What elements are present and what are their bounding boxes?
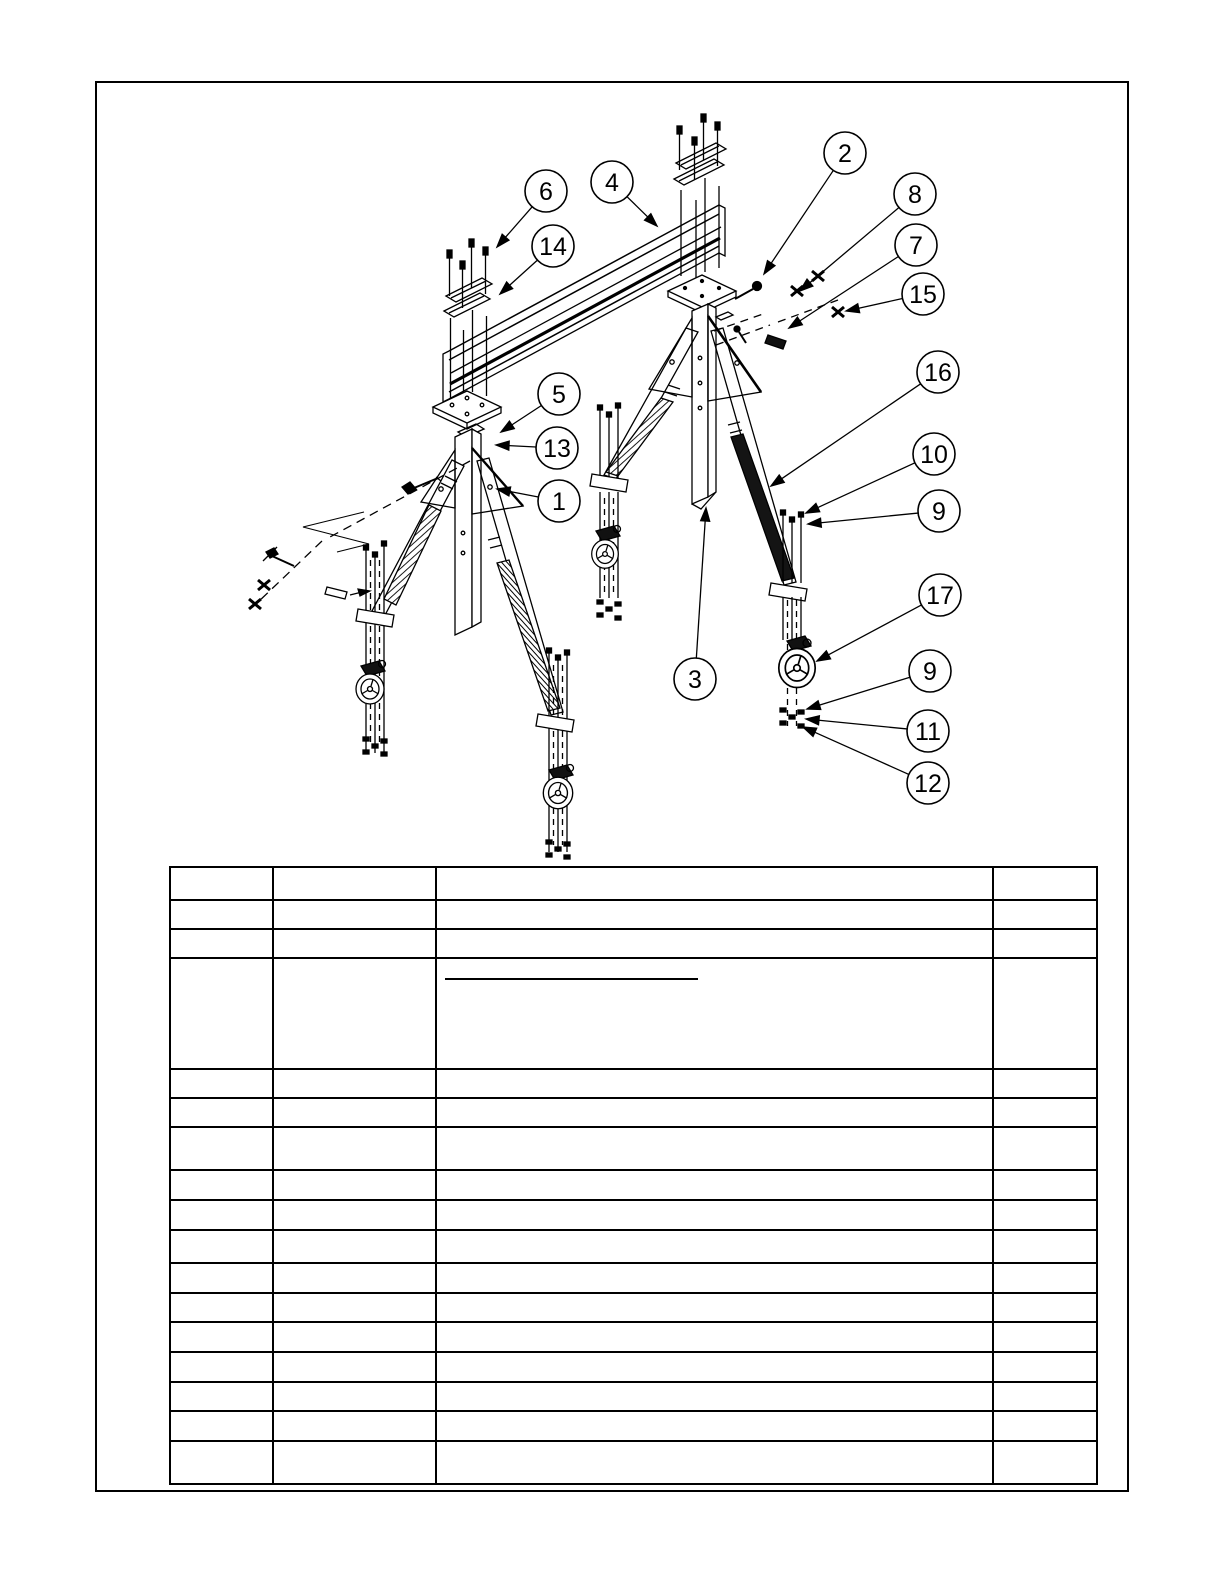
bom-cell <box>992 1231 1096 1262</box>
bom-cell <box>992 1128 1096 1169</box>
bom-cell <box>272 959 435 1068</box>
callout-balloons <box>496 132 961 804</box>
callout-balloon-13 <box>496 427 578 469</box>
leader-line <box>819 677 910 705</box>
bom-cell <box>435 1171 992 1199</box>
bom-cell <box>171 1171 272 1199</box>
bom-row <box>171 868 1096 899</box>
balloon-number: 4 <box>605 169 619 197</box>
center-front-leg <box>590 328 698 620</box>
bom-cell <box>992 1323 1096 1351</box>
callout-balloon-15 <box>846 273 944 315</box>
bom-cell <box>171 1231 272 1262</box>
bom-cell <box>171 868 272 899</box>
leader-arrowhead <box>806 716 819 725</box>
leader-line <box>509 446 536 447</box>
bom-cell <box>171 1412 272 1440</box>
bom-cell <box>272 1383 435 1410</box>
balloon-number: 11 <box>915 718 941 746</box>
bom-cell <box>435 1201 992 1229</box>
bom-row <box>171 1440 1096 1483</box>
leader-line <box>810 208 899 283</box>
left-front-leg <box>356 460 464 756</box>
bom-row <box>171 899 1096 928</box>
bom-row <box>171 1262 1096 1292</box>
bom-cell <box>171 1323 272 1351</box>
leader-arrowhead <box>808 518 821 527</box>
balloon-number: 6 <box>539 178 553 206</box>
callout-balloon-4 <box>591 161 657 226</box>
leader-arrowhead <box>501 421 514 432</box>
bom-cell <box>992 1070 1096 1097</box>
balloon-number: 1 <box>552 488 566 516</box>
balloon-number: 3 <box>688 666 702 694</box>
bom-cell <box>272 1231 435 1262</box>
gantry-crane-exploded-view <box>249 114 961 859</box>
leader-line <box>510 260 538 285</box>
bom-cell <box>272 1442 435 1483</box>
callout-balloon-17 <box>817 574 961 661</box>
bom-cell <box>992 959 1096 1068</box>
bom-cell <box>992 1264 1096 1292</box>
bom-cell <box>435 1231 992 1262</box>
leader-arrowhead <box>701 508 710 521</box>
bom-cell <box>435 930 992 957</box>
bom-cell <box>272 1099 435 1126</box>
bom-cell <box>171 1442 272 1483</box>
bom-cell <box>171 1353 272 1381</box>
leader-line <box>627 197 648 217</box>
bom-row <box>171 1126 1096 1169</box>
leader-line <box>821 513 918 523</box>
callout-balloon-1 <box>497 480 580 522</box>
bom-row <box>171 1229 1096 1262</box>
leader-arrowhead <box>764 261 775 274</box>
bom-cell <box>171 1070 272 1097</box>
bom-cell <box>992 868 1096 899</box>
bom-cell <box>992 1442 1096 1483</box>
leader-arrowhead <box>846 304 860 313</box>
leader-line <box>828 605 921 655</box>
bom-cell <box>272 930 435 957</box>
bom-cell <box>272 901 435 928</box>
bom-row <box>171 1410 1096 1440</box>
leader-line <box>696 521 705 658</box>
bom-row <box>171 1097 1096 1126</box>
balloon-number: 13 <box>543 435 571 463</box>
balloon-number: 9 <box>923 658 937 686</box>
leader-line <box>859 299 903 309</box>
leader-arrowhead <box>496 441 509 450</box>
leader-arrowhead <box>806 503 820 513</box>
left-exploded-hardware <box>249 461 470 609</box>
leader-arrowhead <box>807 701 821 710</box>
bom-row <box>171 1169 1096 1199</box>
callout-balloon-3 <box>674 508 716 700</box>
balloon-number: 10 <box>920 441 948 469</box>
leader-arrowhead <box>789 317 802 328</box>
callout-balloon-9 <box>808 490 960 532</box>
balloon-number: 8 <box>908 181 922 209</box>
bom-underline-mark <box>445 978 698 980</box>
leader-line <box>512 406 542 425</box>
bom-row <box>171 928 1096 957</box>
callout-balloon-11 <box>806 710 949 752</box>
balloon-number: 16 <box>924 359 952 387</box>
bom-row <box>171 1199 1096 1229</box>
bom-cell <box>435 901 992 928</box>
callout-balloon-5 <box>501 373 580 432</box>
leader-line <box>506 207 533 237</box>
bom-row <box>171 1068 1096 1097</box>
bom-cell <box>272 1294 435 1321</box>
right-exploded-hardware <box>714 271 844 349</box>
bom-cell <box>435 868 992 899</box>
star-nut <box>249 599 261 609</box>
bom-cell <box>435 1412 992 1440</box>
balloon-number: 15 <box>909 281 937 309</box>
bom-cell <box>171 1201 272 1229</box>
bom-table <box>169 866 1098 1485</box>
bom-cell <box>992 901 1096 928</box>
bom-cell <box>435 1099 992 1126</box>
bom-cell <box>435 1070 992 1097</box>
bom-cell <box>992 1099 1096 1126</box>
leader-arrowhead <box>817 651 831 661</box>
bom-cell <box>435 1294 992 1321</box>
bom-cell <box>171 930 272 957</box>
bom-cell <box>171 959 272 1068</box>
bom-cell <box>272 1128 435 1169</box>
leader-line <box>815 732 909 774</box>
bom-cell <box>272 1264 435 1292</box>
bom-cell <box>435 1383 992 1410</box>
bom-cell <box>272 868 435 899</box>
bom-cell <box>272 1353 435 1381</box>
leader-line <box>819 720 907 729</box>
bom-cell <box>992 1294 1096 1321</box>
balloon-number: 14 <box>539 233 567 261</box>
bom-cell <box>171 1383 272 1410</box>
bom-cell <box>992 1383 1096 1410</box>
bom-cell <box>435 1264 992 1292</box>
bom-cell <box>435 959 992 1068</box>
bom-cell <box>272 1323 435 1351</box>
bom-row <box>171 1292 1096 1321</box>
leader-line <box>782 384 921 479</box>
bom-row <box>171 957 1096 1068</box>
bom-cell <box>272 1412 435 1440</box>
bom-cell <box>171 1264 272 1292</box>
bom-cell <box>272 1171 435 1199</box>
bom-cell <box>171 901 272 928</box>
balloon-number: 5 <box>552 381 566 409</box>
bom-cell <box>992 1201 1096 1229</box>
bom-cell <box>992 1171 1096 1199</box>
callout-balloon-2 <box>764 132 866 274</box>
bom-cell <box>272 1070 435 1097</box>
bom-cell <box>435 1353 992 1381</box>
leader-line <box>771 170 833 263</box>
bom-cell <box>171 1294 272 1321</box>
bom-cell <box>435 1323 992 1351</box>
bom-cell <box>171 1128 272 1169</box>
balloon-number: 7 <box>909 232 923 260</box>
balloon-number: 9 <box>932 498 946 526</box>
callout-balloon-14 <box>500 225 574 294</box>
bom-cell <box>992 930 1096 957</box>
bom-cell <box>272 1201 435 1229</box>
leader-arrowhead <box>771 475 784 486</box>
bom-row <box>171 1351 1096 1381</box>
bom-cell <box>992 1412 1096 1440</box>
balloon-number: 17 <box>926 582 954 610</box>
bom-row <box>171 1381 1096 1410</box>
center-rear-leg <box>711 328 815 728</box>
leader-line <box>818 463 915 508</box>
bom-cell <box>171 1099 272 1126</box>
balloon-number: 12 <box>914 770 942 798</box>
beam-clamp-hardware-left <box>444 239 492 402</box>
leader-arrowhead <box>803 727 817 736</box>
bom-cell <box>992 1353 1096 1381</box>
bom-row <box>171 1321 1096 1351</box>
balloon-number: 2 <box>838 140 852 168</box>
bom-cell <box>435 1128 992 1169</box>
star-nut <box>258 580 270 590</box>
bom-cell <box>435 1442 992 1483</box>
